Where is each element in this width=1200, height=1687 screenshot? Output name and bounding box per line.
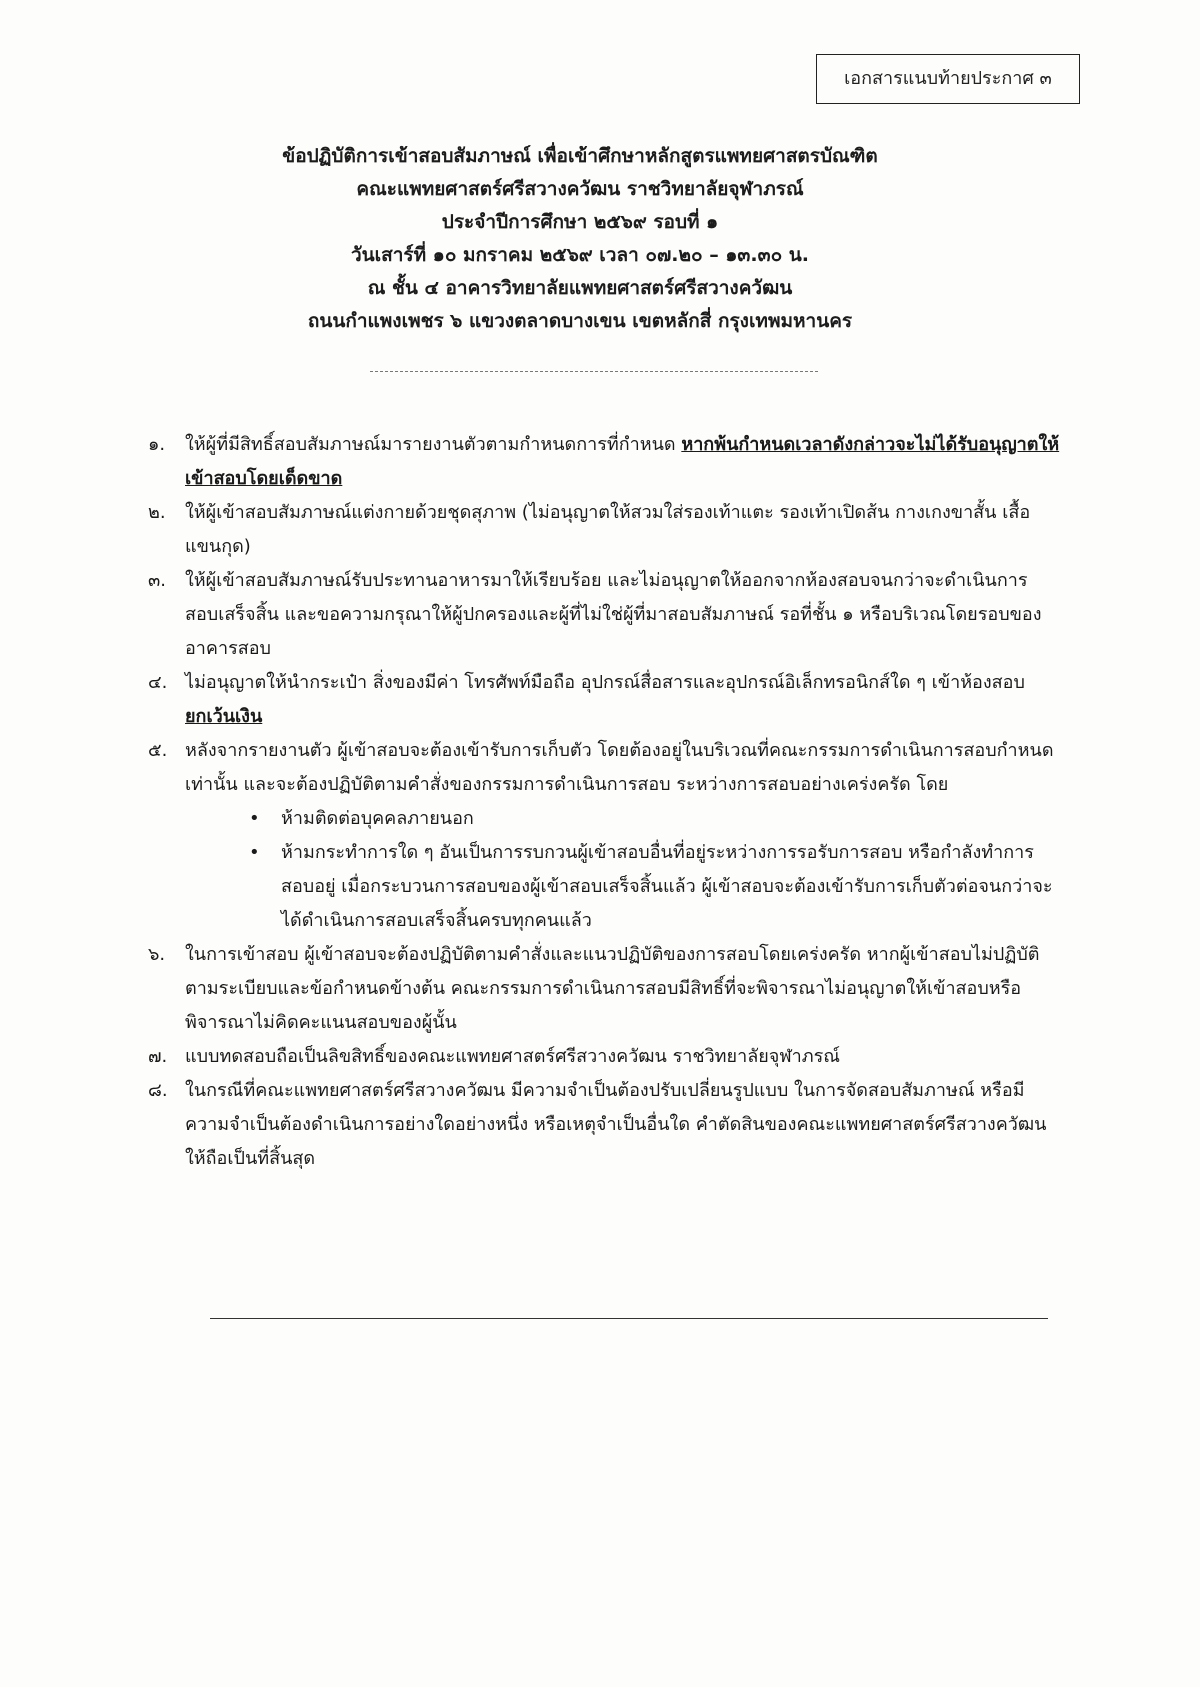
rule-number: ๘.: [148, 1080, 168, 1101]
rule-text: [185, 428, 1060, 496]
rule-number: ๕.: [148, 740, 168, 761]
title-line: ณ ชั้น ๔ อาคารวิทยาลัยแพทยศาสตร์ศรีสวางควัฒน: [367, 277, 793, 299]
rules-list: [148, 428, 1060, 1176]
rule-text: ในกรณีที่คณะแพทยศาสตร์ศรีสวางควัฒน มีความจำเป็นต้องปรับเปลี่ยนรูปแบบ ในการจัดสอบสัมภาษณ์ หรือมีความจำเป็นต้องดำเนินการอย่างใดอย่างหนึ่ง หรือเหตุจำเป็นอื่นใด คำตัดสินของคณะแพทยศาสตร์ศรีสวางควัฒนให้ถือเป็นที่สิ้นสุด: [185, 1080, 1047, 1169]
title-line: วันเสาร์ที่ ๑๐ มกราคม ๒๕๖๙ เวลา ๐๗.๒๐ – ๑๓.๓๐ น.: [351, 244, 809, 266]
rule-number: ๒.: [148, 502, 166, 523]
rule-text: [185, 666, 1060, 734]
rule-text: หลังจากรายงานตัว ผู้เข้าสอบจะต้องเข้ารับการเก็บตัว โดยต้องอยู่ในบริเวณที่คณะกรรมการดำเนินการสอบกำหนดเท่านั้น และจะต้องปฏิบัติตามคำสั่งของกรรมการดำเนินการสอบ ระหว่างการสอบอย่างเคร่งครัด โดย: [185, 740, 1054, 795]
rule-text: ให้ผู้เข้าสอบสัมภาษณ์แต่งกายด้วยชุดสุภาพ (ไม่อนุญาตให้สวมใส่รองเท้าแตะ รองเท้าเปิดส้น กางเกงขาสั้น เสื้อแขนกุด): [185, 502, 1031, 557]
rule-emphasis: หากพ้นกำหนดเวลาดังกล่าวจะไม่ได้รับอนุญาตให้เข้าสอบโดยเด็ดขาด: [185, 434, 1060, 489]
rule-number: ๖.: [148, 944, 166, 965]
rule-number: ๔.: [148, 672, 168, 693]
rule-item-2: [148, 496, 1060, 564]
rule-body: ไม่อนุญาตให้นำกระเป๋า สิ่งของมีค่า โทรศัพท์มือถือ อุปกรณ์สื่อสารและอุปกรณ์อิเล็กทรอนิกส์ใด ๆ เข้าห้องสอบ: [185, 672, 1025, 693]
sub-list-item: [249, 802, 1060, 836]
rule-item-5: [148, 734, 1060, 938]
rule-number: ๑.: [148, 434, 166, 455]
rule-sub-list: [185, 802, 1060, 938]
sub-item-text: ห้ามกระทำการใด ๆ อันเป็นการรบกวนผู้เข้าสอบอื่นที่อยู่ระหว่างการรอรับการสอบ หรือกำลังทำการสอบอยู่ เมื่อกระบวนการสอบของผู้เข้าสอบเสร็จสิ้นแล้ว ผู้เข้าสอบจะต้องเข้ารับการเก็บตัวต่อจนกว่าจะได้ดำเนินการสอบเสร็จสิ้นครบทุกคนแล้ว: [281, 842, 1053, 931]
rule-text: ในการเข้าสอบ ผู้เข้าสอบจะต้องปฏิบัติตามคำสั่งและแนวปฏิบัติของการสอบโดยเคร่งครัด หากผู้เข้าสอบไม่ปฏิบัติตามระเบียบและข้อกำหนดข้างต้น คณะกรรมการดำเนินการสอบมีสิทธิ์ที่จะพิจารณาไม่อนุญาตให้เข้าสอบหรือพิจารณาไม่คิดคะแนนสอบของผู้นั้น: [185, 944, 1040, 1033]
rule-item-8: [148, 1074, 1060, 1176]
rule-body: ให้ผู้ที่มีสิทธิ์สอบสัมภาษณ์มารายงานตัวตามกำหนดการที่กำหนด: [185, 434, 682, 455]
rule-number: ๗.: [148, 1046, 168, 1067]
rule-item-7: [148, 1040, 1060, 1074]
rule-text: ให้ผู้เข้าสอบสัมภาษณ์รับประทานอาหารมาให้เรียบร้อย และไม่อนุญาตให้ออกจากห้องสอบจนกว่าจะดำเนินการสอบเสร็จสิ้น และขอความกรุณาให้ผู้ปกครองและผู้ที่ไม่ใช่ผู้ที่มาสอบสัมภาษณ์ รอที่ชั้น ๑ หรือบริเวณโดยรอบของอาคารสอบ: [185, 570, 1042, 659]
sub-list-item: [249, 836, 1060, 938]
title-line: ข้อปฏิบัติการเข้าสอบสัมภาษณ์ เพื่อเข้าศึกษาหลักสูตรแพทยศาสตรบัณฑิต: [282, 145, 878, 167]
bullet-icon: •: [249, 842, 260, 863]
rule-text: แบบทดสอบถือเป็นลิขสิทธิ์ของคณะแพทยศาสตร์ศรีสวางควัฒน ราชวิทยาลัยจุฬาภรณ์: [185, 1046, 840, 1067]
title-line: คณะแพทยศาสตร์ศรีสวางควัฒน ราชวิทยาลัยจุฬาภรณ์: [356, 178, 804, 200]
rule-item-4: [148, 666, 1060, 734]
end-divider: [210, 1318, 1048, 1319]
bullet-icon: •: [249, 808, 260, 829]
title-divider: [370, 371, 818, 372]
sub-item-text: ห้ามติดต่อบุคคลภายนอก: [281, 808, 474, 829]
title-line: ถนนกำแพงเพชร ๖ แขวงตลาดบางเขน เขตหลักสี่ กรุงเทพมหานคร: [307, 310, 853, 332]
rule-emphasis: ยกเว้นเงิน: [185, 706, 263, 727]
rule-item-1: [148, 428, 1060, 496]
document-title: [160, 140, 1000, 338]
rule-item-3: [148, 564, 1060, 666]
rule-number: ๓.: [148, 570, 167, 591]
title-line: ประจำปีการศึกษา ๒๕๖๙ รอบที่ ๑: [441, 211, 719, 233]
rule-item-6: [148, 938, 1060, 1040]
attachment-label-box: เอกสารแนบท้ายประกาศ ๓: [816, 54, 1080, 104]
